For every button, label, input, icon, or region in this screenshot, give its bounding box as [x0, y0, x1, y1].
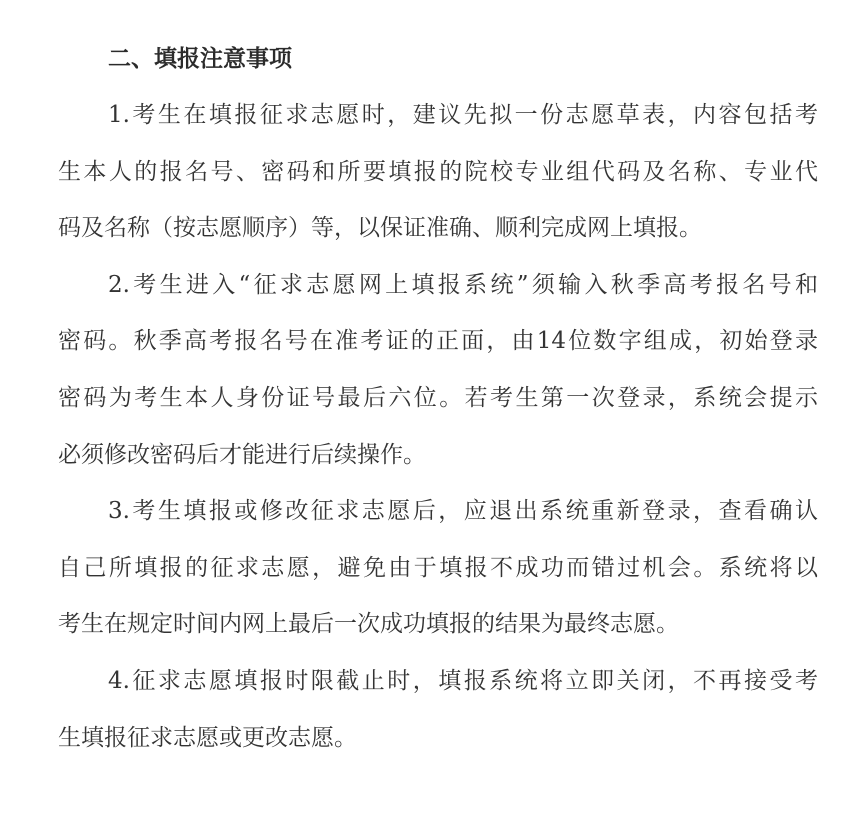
paragraph-2-line-2: 密码。秋季高考报名号在准考证的正面，由14位数字组成，初始登录	[58, 328, 818, 354]
paragraph-4-line-1: 4.征求志愿填报时限截止时，填报系统将立即关闭，不再接受考	[108, 668, 818, 694]
paragraph-2-line-4: 必须修改密码后才能进行后续操作。	[58, 442, 426, 468]
paragraph-4-line-2: 生填报征求志愿或更改志愿。	[58, 725, 357, 751]
paragraph-2-line-1: 2.考生进入“征求志愿网上填报系统”须输入秋季高考报名号和	[108, 272, 818, 298]
paragraph-1-line-3: 码及名称（按志愿顺序）等，以保证准确、顺利完成网上填报。	[58, 215, 702, 241]
paragraph-3-line-1: 3.考生填报或修改征求志愿后，应退出系统重新登录，查看确认	[108, 498, 818, 524]
section-heading: 二、填报注意事项	[108, 46, 292, 72]
paragraph-3-line-3: 考生在规定时间内网上最后一次成功填报的结果为最终志愿。	[58, 611, 679, 637]
paragraph-1-line-2: 生本人的报名号、密码和所要填报的院校专业组代码及名称、专业代	[58, 159, 818, 185]
paragraph-3-line-2: 自己所填报的征求志愿，避免由于填报不成功而错过机会。系统将以	[58, 555, 818, 581]
paragraph-1-line-1: 1.考生在填报征求志愿时，建议先拟一份志愿草表，内容包括考	[108, 102, 818, 128]
paragraph-2-line-3: 密码为考生本人身份证号最后六位。若考生第一次登录，系统会提示	[58, 385, 818, 411]
